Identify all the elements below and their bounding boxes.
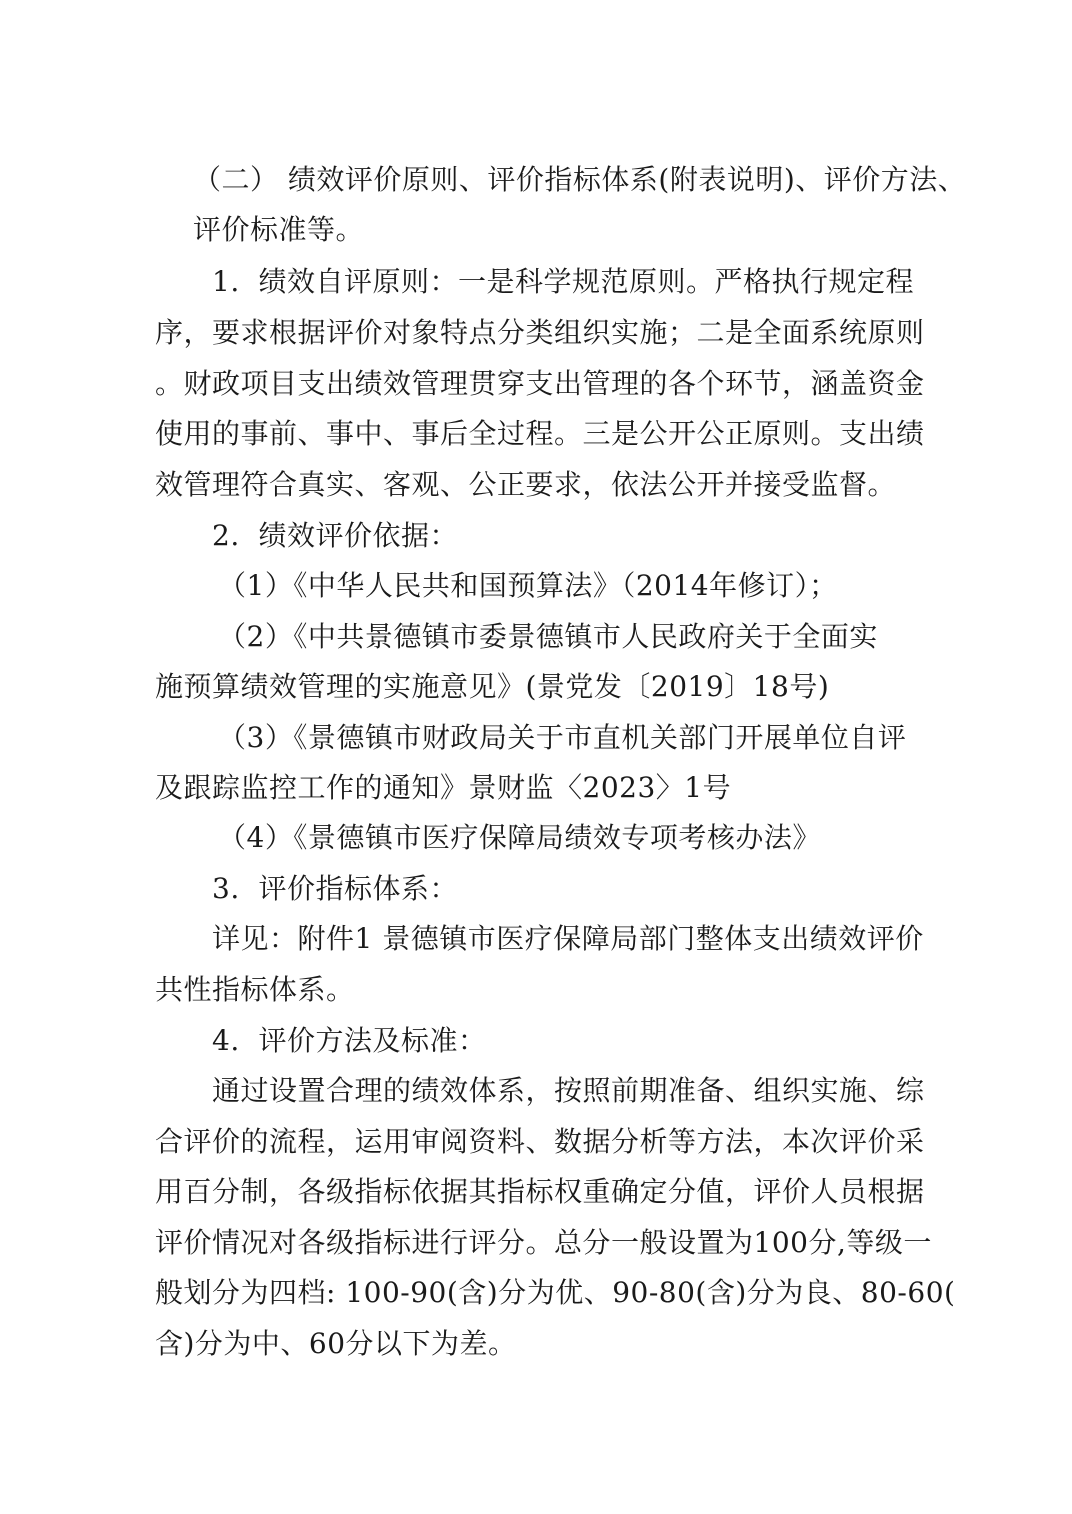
paragraph-line: 评价情况对各级指标进行评分。总分一般设置为100分,等级一 xyxy=(155,1226,932,1259)
paragraph-line: 用百分制，各级指标依据其指标权重确定分值，评价人员根据 xyxy=(155,1175,925,1208)
section-heading: （二） 绩效评价原则、评价指标体系(附表说明)、评价方法、 xyxy=(193,163,967,196)
paragraph-line: 效管理符合真实、客观、公正要求，依法公开并接受监督。 xyxy=(155,468,897,501)
paragraph-line: 详见：附件1 景德镇市医疗保障局部门整体支出绩效评价 xyxy=(212,922,924,955)
paragraph-line: 含)分为中、60分以下为差。 xyxy=(155,1327,517,1360)
basis-item-2-continued: 施预算绩效管理的实施意见》(景党发〔2019〕18号) xyxy=(155,670,830,703)
basis-item-3-continued: 及跟踪监控工作的通知》景财监〈2023〉1号 xyxy=(155,771,732,804)
item-1-heading: 1. 绩效自评原则：一是科学规范原则。严格执行规定程 xyxy=(212,265,915,298)
basis-item-3: （3）《景德镇市财政局关于市直机关部门开展单位自评 xyxy=(218,721,907,754)
paragraph-line: 共性指标体系。 xyxy=(155,973,355,1006)
paragraph-line: 。财政项目支出绩效管理贯穿支出管理的各个环节，涵盖资金 xyxy=(155,367,925,400)
item-2-heading: 2. 绩效评价依据： xyxy=(212,519,459,552)
basis-item-2: （2）《中共景德镇市委景德镇市人民政府关于全面实 xyxy=(218,620,878,653)
item-3-heading: 3. 评价指标体系： xyxy=(212,872,459,905)
section-heading-continued: 评价标准等。 xyxy=(193,213,365,246)
paragraph-line: 般划分为四档: 100-90(含)分为优、90-80(含)分为良、80-60( xyxy=(155,1276,956,1309)
basis-item-1: （1）《中华人民共和国预算法》（2014年修订）； xyxy=(218,569,838,602)
paragraph-line: 通过设置合理的绩效体系，按照前期准备、组织实施、综 xyxy=(212,1074,925,1107)
paragraph-line: 合评价的流程，运用审阅资料、数据分析等方法，本次评价采 xyxy=(155,1125,925,1158)
paragraph-line: 使用的事前、事中、事后全过程。三是公开公正原则。支出绩 xyxy=(155,417,925,450)
item-4-heading: 4. 评价方法及标准： xyxy=(212,1024,487,1057)
basis-item-4: （4）《景德镇市医疗保障局绩效专项考核办法》 xyxy=(218,821,821,854)
paragraph-line: 序，要求根据评价对象特点分类组织实施；二是全面系统原则 xyxy=(155,316,925,349)
